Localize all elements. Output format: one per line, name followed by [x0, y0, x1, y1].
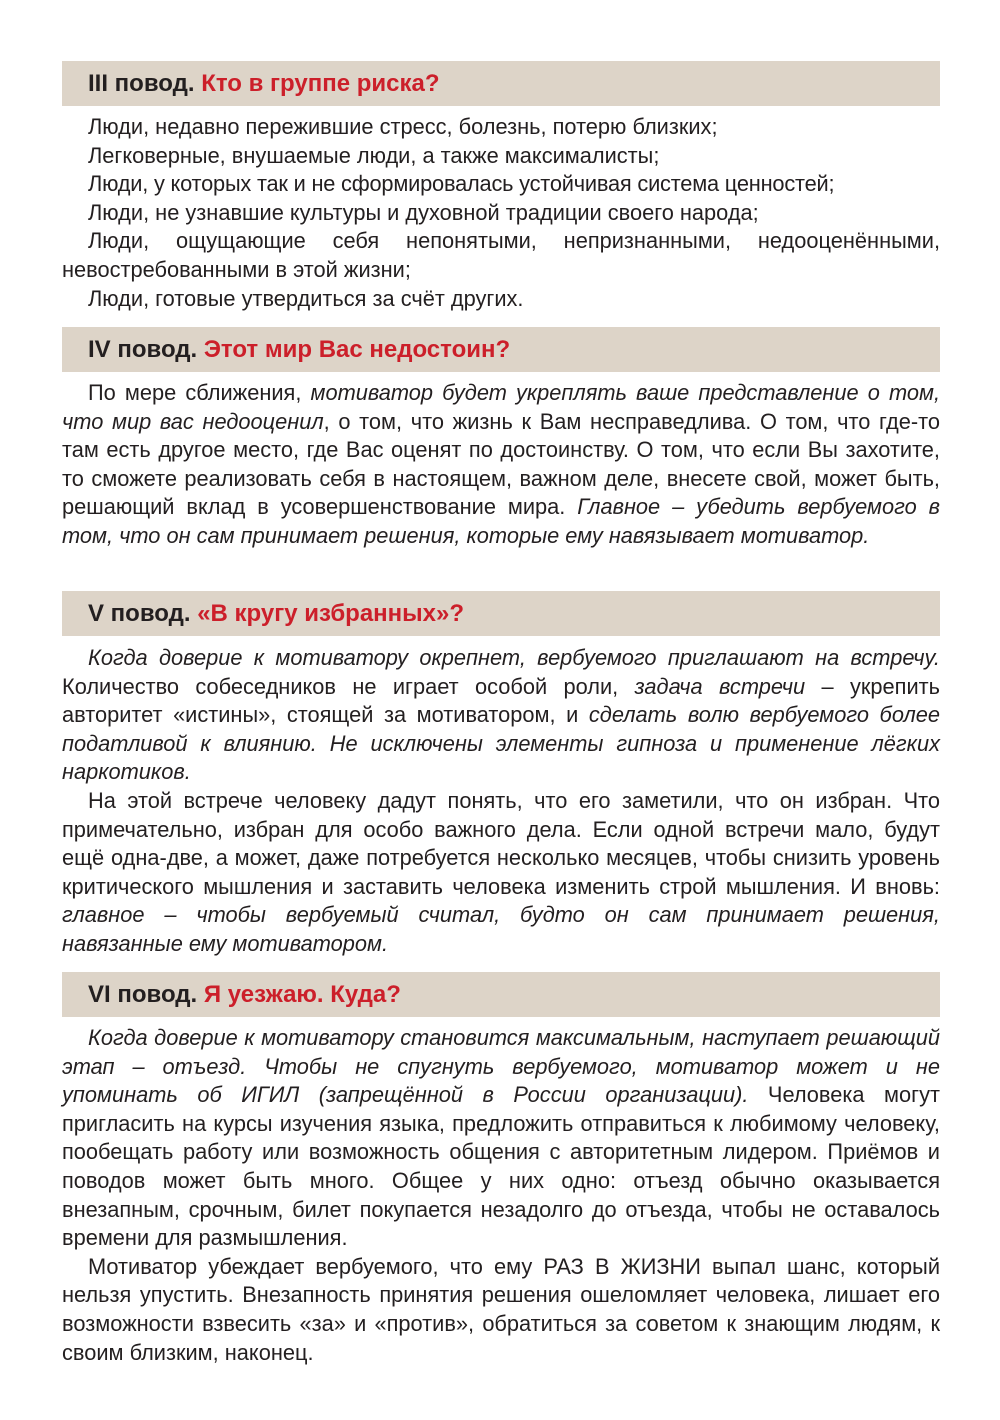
list-item: Люди, готовые утвердиться за счёт других. [88, 285, 524, 311]
paragraph [62, 379, 940, 551]
text-run: Количество собеседников не играет особой роли, [62, 673, 635, 699]
paragraph [62, 1024, 940, 1253]
text-run: На этой встрече человеку дадут понять, что его заметили, что он избран. Что примечательно, избран для особо важного дела. Если одной встречи мало, будут ещё одна-две, а может, даже потребуется несколько месяцев, чтобы снизить уровень критического мышления и заставить человека изменить строй мышления. И вновь: [62, 787, 940, 899]
list-item: Люди, не узнавшие культуры и духовной традиции своего народа; [88, 199, 759, 225]
list-item: Люди, недавно пережившие стресс, болезнь, потерю близких; [88, 114, 718, 139]
italic-run: Когда доверие к мотиватору окрепнет, вербуемого приглашают на встречу. [88, 645, 940, 670]
section-body-iv [62, 379, 940, 551]
italic-run: Когда доверие к мотиватору становится максимальным, наступает решающий этап – отъезд. Чтобы не спугнуть вербуемого, мотиватор может и не упоминать об ИГИЛ (запрещённой в России организации). [62, 1025, 940, 1108]
italic-run: мотиватор будет укреплять ваше представление о том, что мир вас недооценил [62, 380, 940, 434]
text-run: По мере сближения, [88, 380, 311, 405]
list-item: Люди, ощущающие себя непонятыми, непризнанными, недооценёнными, невостребованными в этой жизни; [62, 228, 940, 282]
text-run: , о том, что жизнь к Вам несправедлива. О том, что где-то там есть другое место, где Вас оценят по достоинству. О том, что если Вы захотите, то сможете реализовать себя в настоящем, важном деле, внесете свой, может быть, решающий вклад в усовершенствование мира. [62, 408, 940, 520]
italic-run: задача встречи [634, 673, 806, 699]
section-header-iii [62, 61, 940, 106]
list-item: Легковерные, внушаемые люди, а также максималисты; [88, 142, 660, 168]
italic-run: главное – чтобы вербуемый считал, будто он сам принимает решения, навязанные ему мотиватором. [62, 902, 940, 956]
paragraph [62, 787, 940, 959]
text-run: Человека могут пригласить на курсы изучения языка, предложить отправиться к любимому человеку, пообещать работу или возможность общения с авторитетным лидером. Приёмов и поводов может быть много. Общее у них одно: отъезд обычно оказывается внезапным, срочным, билет покупается незадолго до отъезда, чтобы не оставалось времени для размышления. [62, 1082, 940, 1251]
section-lead: VI повод. [88, 981, 198, 1008]
section-question: «В кругу избранных»? [197, 600, 465, 627]
section-header-vi [62, 972, 940, 1017]
text-run: – укрепить авторитет «истины», стоящей за мотиватором, и [62, 673, 940, 728]
section-lead: V повод. [88, 600, 191, 627]
section-header-v [62, 591, 940, 636]
section-header-iv [62, 327, 940, 372]
section-body-vi [62, 1024, 940, 1367]
section-body-v [62, 644, 940, 959]
text-run: Мотиватор убеждает вербуемого, что ему РАЗ В ЖИЗНИ выпал шанс, который нельзя упустить. Внезапность принятия решения ошеломляет человека, лишает его возможности взвесить «за» и «против», обратиться за советом к знающим людям, к своим близким, наконец. [62, 1253, 940, 1365]
italic-run: сделать волю вербуемого более податливой к влиянию. Не исключены элементы гипноза и применение лёгких наркотиков. [62, 702, 941, 785]
section-question: Этот мир Вас недостоин? [203, 336, 511, 363]
paragraph [62, 644, 940, 787]
paragraph [62, 1253, 940, 1367]
section-lead: IV повод. [88, 336, 198, 363]
section-lead: III повод. [88, 70, 195, 97]
italic-run: Главное – убедить вербуемого в том, что он сам принимает решения, которые ему навязывает мотиватор. [62, 494, 940, 548]
section-body-iii [62, 113, 940, 313]
section-question: Кто в группе риска? [201, 70, 440, 97]
section-question: Я уезжаю. Куда? [203, 981, 401, 1008]
list-item: Люди, у которых так и не сформировалась устойчивая система ценностей; [88, 171, 835, 197]
